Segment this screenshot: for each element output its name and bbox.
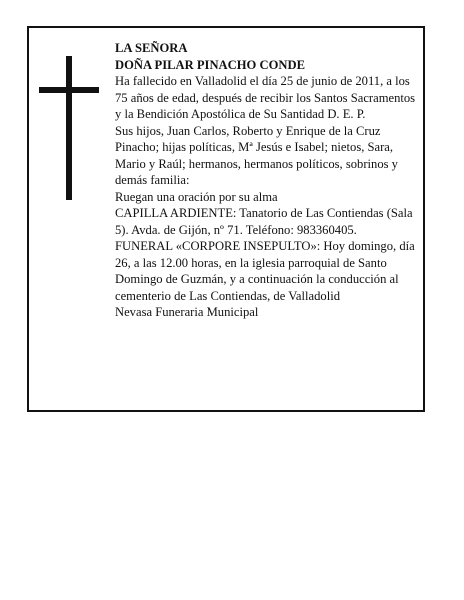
notice-text	[115, 40, 421, 321]
obituary-notice	[27, 26, 425, 412]
death-announcement: Ha fallecido en Valladolid el día 25 de junio de 2011, a los 75 años de edad, después de recibir los Santos Sacramentos y la Bendición Apostólica de Su Santidad D. E. P.	[115, 74, 416, 121]
prayer-request: Ruegan una oración por su alma	[115, 189, 278, 204]
funeral-home: Nevasa Funeraria Municipal	[115, 305, 259, 319]
cross-icon	[39, 56, 99, 200]
family-list: Sus hijos, Juan Carlos, Roberto y Enrique de la Cruz Pinacho; hijas políticas, Mª Jesús e Isabel; nietos, Sara, Mario y Raúl; hermanos, hermanos políticos, sobrinos y demás familia:	[115, 123, 398, 187]
cross-vertical-bar	[66, 56, 72, 200]
wake-details: CAPILLA ARDIENTE: Tanatorio de Las Contiendas (Sala 5). Avda. de Gijón, nº 71. Teléfono: 983360405.	[115, 206, 413, 237]
funeral-details: FUNERAL «CORPORE INSEPULTO»: Hoy domingo, día 26, a las 12.00 horas, en la iglesia parroquial de Santo Domingo de Guzmán, y a continuación la conducción al cementerio de Las Contiendas, de Valladolid	[115, 239, 415, 303]
cross-horizontal-bar	[39, 87, 99, 93]
title-honorific: LA SEÑORA	[115, 41, 188, 55]
deceased-name: DOÑA PILAR PINACHO CONDE	[115, 57, 305, 72]
